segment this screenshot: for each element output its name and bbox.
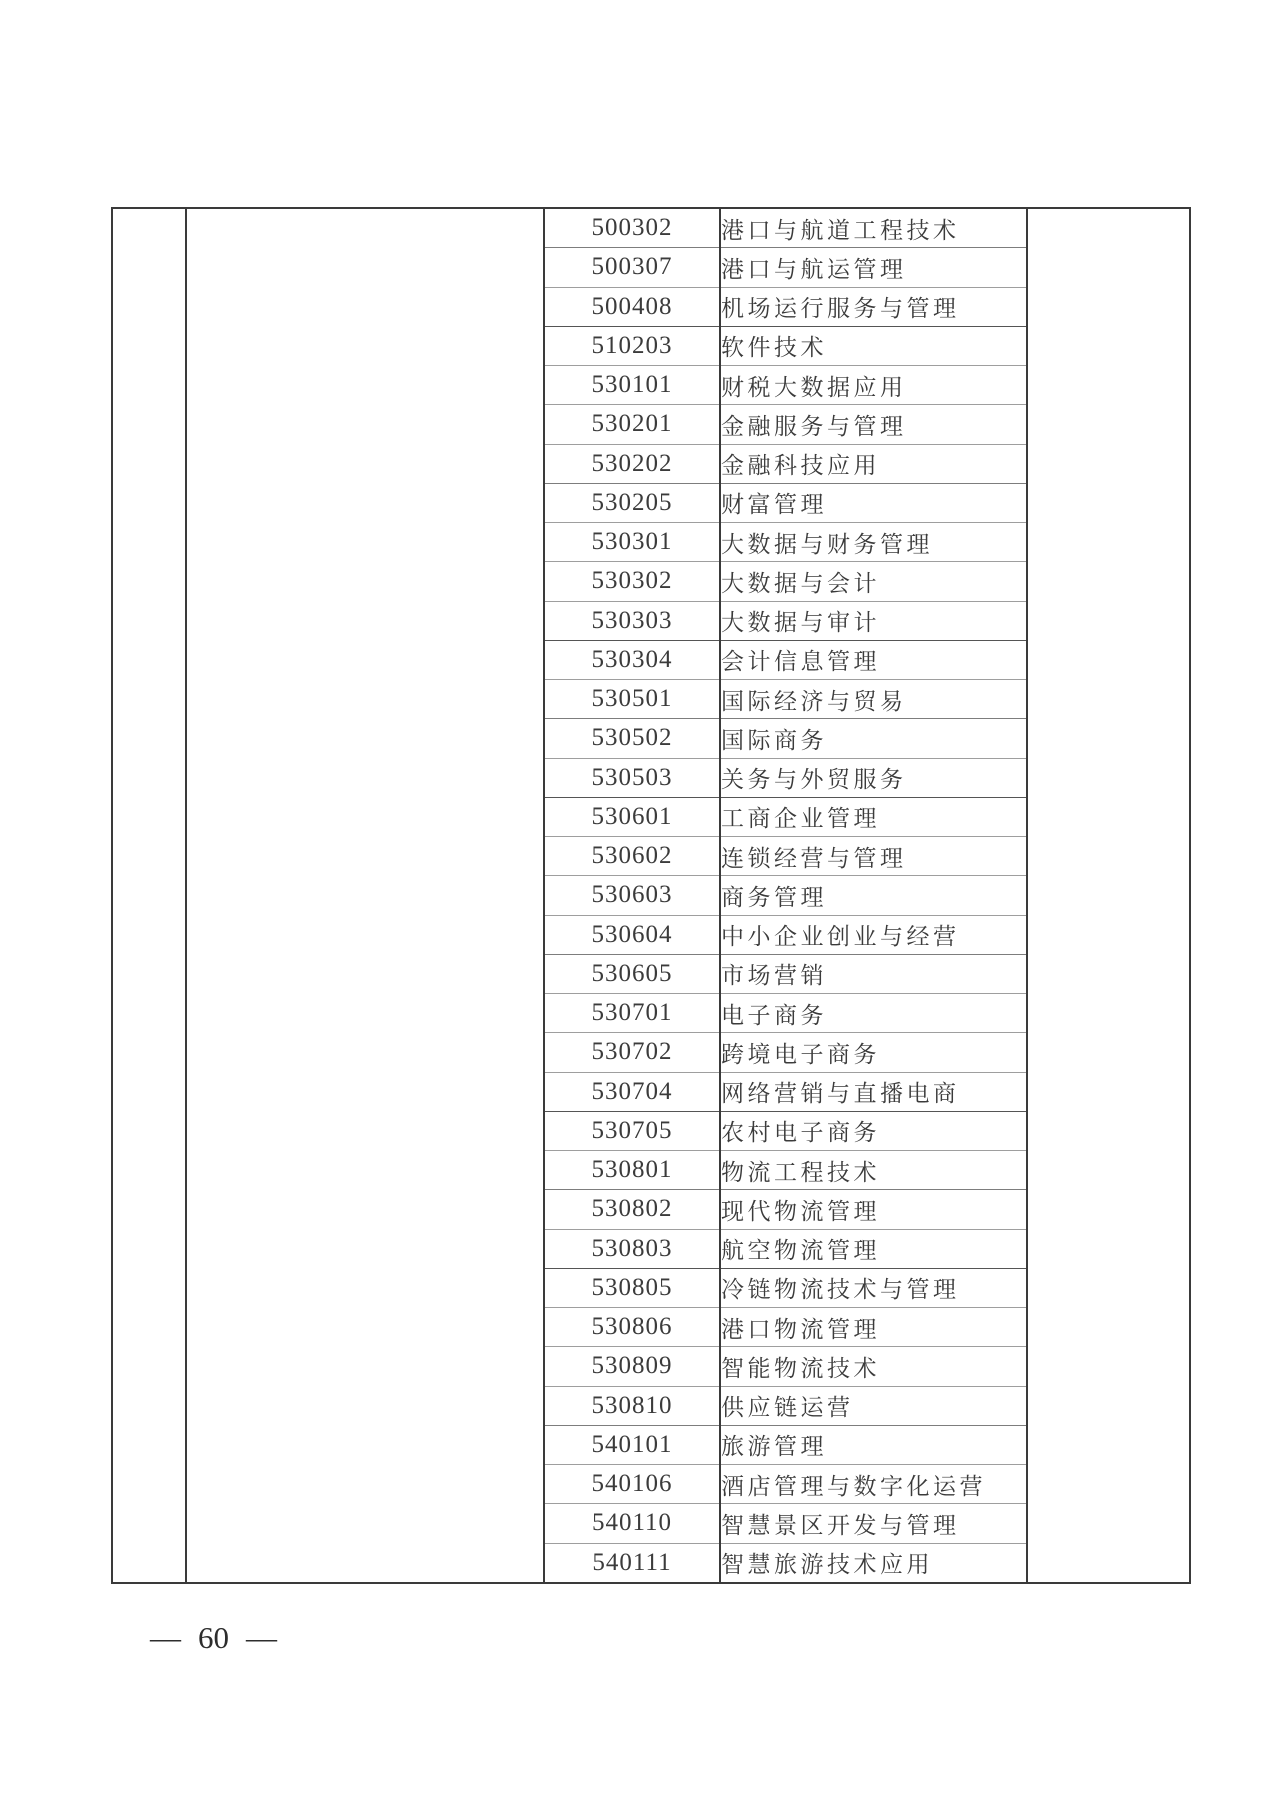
major-name-cell: 财税大数据应用 — [720, 366, 1027, 405]
page-footer — [150, 1620, 277, 1656]
major-name-cell: 连锁经营与管理 — [720, 837, 1027, 876]
major-code-cell: 530810 — [544, 1386, 720, 1425]
major-name-cell: 电子商务 — [720, 994, 1027, 1033]
major-name-cell: 大数据与财务管理 — [720, 523, 1027, 562]
major-name-cell: 智慧景区开发与管理 — [720, 1504, 1027, 1543]
major-name-cell: 中小企业创业与经营 — [720, 915, 1027, 954]
major-code-cell: 530809 — [544, 1347, 720, 1386]
major-code-cell: 530805 — [544, 1268, 720, 1307]
major-code-cell: 530705 — [544, 1111, 720, 1150]
major-name-cell: 大数据与会计 — [720, 562, 1027, 601]
major-code-cell: 530802 — [544, 1190, 720, 1229]
major-name-cell: 工商企业管理 — [720, 797, 1027, 836]
major-name-cell: 港口物流管理 — [720, 1308, 1027, 1347]
footer-right-dash: — — [246, 1620, 277, 1655]
footer-left-dash: — — [150, 1620, 181, 1655]
major-name-cell: 金融服务与管理 — [720, 405, 1027, 444]
major-code-cell: 540111 — [544, 1543, 720, 1583]
group-column-merged-cell — [186, 208, 544, 1583]
major-code-cell: 500302 — [544, 208, 720, 248]
major-codes-table-body — [112, 208, 1190, 1583]
major-name-cell: 软件技术 — [720, 326, 1027, 365]
major-name-cell: 网络营销与直播电商 — [720, 1072, 1027, 1111]
major-name-cell: 智能物流技术 — [720, 1347, 1027, 1386]
major-name-cell: 港口与航运管理 — [720, 248, 1027, 287]
major-code-cell: 530702 — [544, 1033, 720, 1072]
major-code-cell: 500408 — [544, 287, 720, 326]
remark-column-merged-cell — [1027, 208, 1190, 1583]
major-code-cell: 530806 — [544, 1308, 720, 1347]
major-code-cell: 510203 — [544, 326, 720, 365]
major-code-cell: 530601 — [544, 797, 720, 836]
category-column-merged-cell — [112, 208, 186, 1583]
major-code-cell: 530803 — [544, 1229, 720, 1268]
major-code-cell: 530604 — [544, 915, 720, 954]
major-name-cell: 会计信息管理 — [720, 640, 1027, 679]
major-code-cell: 530302 — [544, 562, 720, 601]
page-number: 60 — [198, 1620, 229, 1655]
major-codes-table — [111, 207, 1191, 1584]
major-code-cell: 530602 — [544, 837, 720, 876]
major-name-cell: 智慧旅游技术应用 — [720, 1543, 1027, 1583]
major-code-cell: 530101 — [544, 366, 720, 405]
major-name-cell: 旅游管理 — [720, 1425, 1027, 1464]
major-name-cell: 关务与外贸服务 — [720, 758, 1027, 797]
major-code-cell: 530801 — [544, 1151, 720, 1190]
major-name-cell: 跨境电子商务 — [720, 1033, 1027, 1072]
major-name-cell: 商务管理 — [720, 876, 1027, 915]
major-name-cell: 冷链物流技术与管理 — [720, 1268, 1027, 1307]
major-code-cell: 530605 — [544, 954, 720, 993]
major-code-cell: 530202 — [544, 444, 720, 483]
major-code-cell: 530303 — [544, 601, 720, 640]
major-name-cell: 航空物流管理 — [720, 1229, 1027, 1268]
major-code-cell: 540106 — [544, 1465, 720, 1504]
major-code-cell: 500307 — [544, 248, 720, 287]
major-code-cell: 530603 — [544, 876, 720, 915]
major-code-cell: 540110 — [544, 1504, 720, 1543]
major-code-cell: 540101 — [544, 1425, 720, 1464]
major-code-cell: 530201 — [544, 405, 720, 444]
major-name-cell: 金融科技应用 — [720, 444, 1027, 483]
major-name-cell: 物流工程技术 — [720, 1151, 1027, 1190]
major-code-cell: 530301 — [544, 523, 720, 562]
major-name-cell: 财富管理 — [720, 483, 1027, 522]
major-name-cell: 港口与航道工程技术 — [720, 208, 1027, 248]
major-name-cell: 现代物流管理 — [720, 1190, 1027, 1229]
major-code-cell: 530701 — [544, 994, 720, 1033]
major-name-cell: 市场营销 — [720, 954, 1027, 993]
major-name-cell: 酒店管理与数字化运营 — [720, 1465, 1027, 1504]
major-name-cell: 供应链运营 — [720, 1386, 1027, 1425]
major-name-cell: 机场运行服务与管理 — [720, 287, 1027, 326]
major-code-cell: 530502 — [544, 719, 720, 758]
major-name-cell: 国际经济与贸易 — [720, 680, 1027, 719]
major-code-cell: 530205 — [544, 483, 720, 522]
major-code-cell: 530503 — [544, 758, 720, 797]
major-name-cell: 国际商务 — [720, 719, 1027, 758]
major-code-cell: 530501 — [544, 680, 720, 719]
major-name-cell: 农村电子商务 — [720, 1111, 1027, 1150]
table-row — [112, 208, 1190, 248]
major-code-cell: 530304 — [544, 640, 720, 679]
major-code-cell: 530704 — [544, 1072, 720, 1111]
major-name-cell: 大数据与审计 — [720, 601, 1027, 640]
